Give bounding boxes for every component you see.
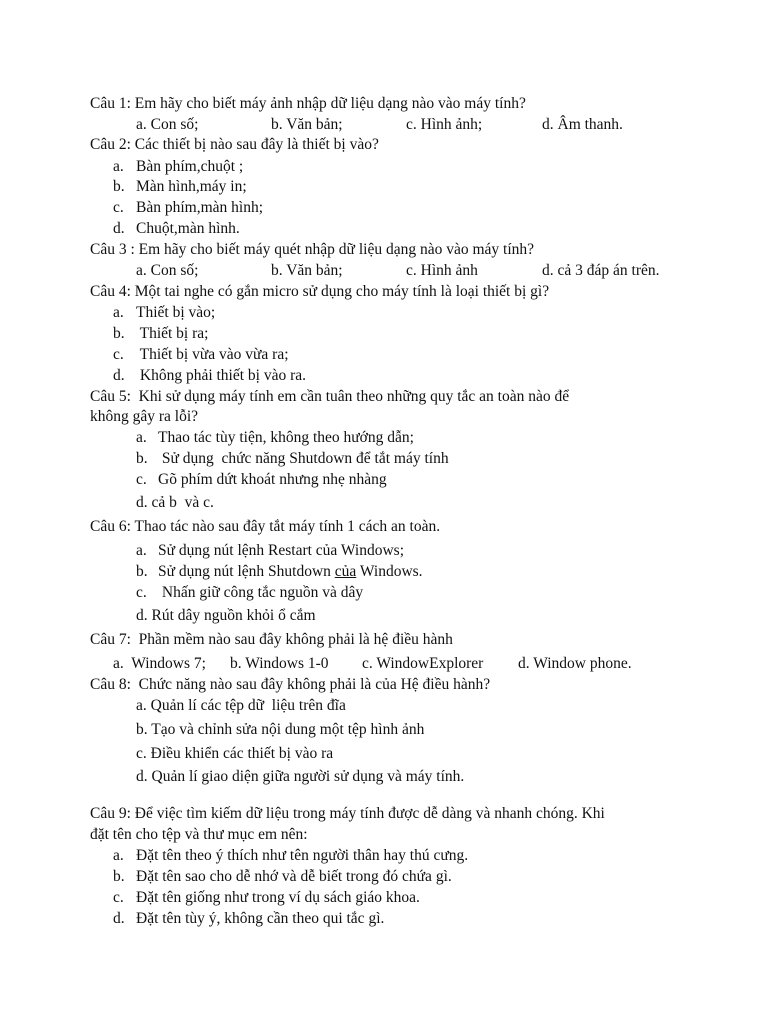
question-5-text-line-2: không gây ra lỗi? <box>90 408 199 425</box>
question-9-option-a-letter: a. <box>113 847 124 864</box>
question-7-option-a: a. Windows 7; <box>113 655 206 672</box>
question-2-option-d-letter: d. <box>113 220 125 237</box>
question-7-option-d: d. Window phone. <box>518 655 632 672</box>
question-2-option-c-text: Bàn phím,màn hình; <box>136 199 264 216</box>
question-6-option-b-post: Windows. <box>356 563 423 580</box>
question-5-option-d: d. cả b và c. <box>136 494 214 511</box>
question-9-option-d-text: Đặt tên tùy ý, không cần theo qui tắc gì. <box>136 910 385 927</box>
question-4-option-a-text: Thiết bị vào; <box>136 304 216 321</box>
question-6-option-d: d. Rút dây nguồn khỏi ổ cắm <box>136 607 316 624</box>
question-1-option-d: d. Âm thanh. <box>542 116 623 133</box>
question-9-option-d-letter: d. <box>113 910 125 927</box>
question-2-text: Câu 2: Các thiết bị nào sau đây là thiết bị vào? <box>90 136 379 153</box>
question-5-option-b-letter: b. <box>136 450 148 467</box>
question-6-option-c-letter: c. <box>136 584 147 601</box>
question-7-option-c: c. WindowExplorer <box>362 655 484 672</box>
question-9-option-a-text: Đặt tên theo ý thích như tên người thân hay thú cưng. <box>136 847 469 864</box>
question-2-option-a-text: Bàn phím,chuột ; <box>136 158 244 175</box>
question-1-option-c: c. Hình ảnh; <box>406 116 483 133</box>
question-1-text: Câu 1: Em hãy cho biết máy ảnh nhập dữ liệu dạng nào vào máy tính? <box>90 95 526 112</box>
question-5-option-c-letter: c. <box>136 471 147 488</box>
question-4-text: Câu 4: Một tai nghe có gắn micro sử dụng cho máy tính là loại thiết bị gì? <box>90 283 550 300</box>
question-6-option-a-text: Sử dụng nút lệnh Restart của Windows; <box>158 542 404 559</box>
question-3-option-a: a. Con số; <box>136 262 199 279</box>
question-2-option-b-text: Màn hình,máy in; <box>136 178 247 195</box>
question-3-option-b: b. Văn bản; <box>271 262 343 279</box>
question-6-text: Câu 6: Thao tác nào sau đây tắt máy tính 1 cách an toàn. <box>90 518 441 535</box>
question-8-option-d: d. Quản lí giao diện giữa người sử dụng và máy tính. <box>136 768 465 785</box>
question-9-text-line-2: đặt tên cho tệp và thư mục em nên: <box>90 826 308 843</box>
question-6-option-b-letter: b. <box>136 563 148 580</box>
question-2-option-c-letter: c. <box>113 199 124 216</box>
question-4-option-d-text: Không phải thiết bị vào ra. <box>136 367 307 384</box>
question-1-option-a: a. Con số; <box>136 116 199 133</box>
question-2-option-b-letter: b. <box>113 178 125 195</box>
question-7-text: Câu 7: Phần mềm nào sau đây không phải là hệ điều hành <box>90 631 453 648</box>
question-9-option-c-text: Đặt tên giống như trong ví dụ sách giáo khoa. <box>136 889 420 906</box>
question-5-option-c-text: Gõ phím dứt khoát nhưng nhẹ nhàng <box>158 471 387 488</box>
question-9-option-c-letter: c. <box>113 889 124 906</box>
question-6-option-a-letter: a. <box>136 542 147 559</box>
question-8-option-b: b. Tạo và chỉnh sửa nội dung một tệp hình ảnh <box>136 721 425 738</box>
question-3-option-c: c. Hình ảnh <box>406 262 478 279</box>
question-8-option-c: c. Điều khiển các thiết bị vào ra <box>136 745 334 762</box>
question-2-option-d-text: Chuột,màn hình. <box>136 220 240 237</box>
question-9-text-line-1: Câu 9: Để việc tìm kiếm dữ liệu trong máy tính được dễ dàng và nhanh chóng. Khi <box>90 805 605 822</box>
question-4-option-b-letter: b. <box>113 325 125 342</box>
question-3-text: Câu 3 : Em hãy cho biết máy quét nhập dữ liệu dạng nào vào máy tính? <box>90 241 535 258</box>
question-8-option-a: a. Quản lí các tệp dữ liệu trên đĩa <box>136 697 346 714</box>
question-7-option-b: b. Windows 1-0 <box>230 655 329 672</box>
question-6-option-b-pre: Sử dụng nút lệnh Shutdown <box>158 563 335 580</box>
question-3-option-d: d. cả 3 đáp án trên. <box>542 262 660 279</box>
question-4-option-c-text: Thiết bị vừa vào vừa ra; <box>136 346 289 363</box>
question-1-option-b: b. Văn bản; <box>271 116 343 133</box>
question-5-option-a-text: Thao tác tùy tiện, không theo hướng dẫn; <box>158 429 414 446</box>
question-5-option-a-letter: a. <box>136 429 147 446</box>
question-5-option-b-text: Sử dụng chức năng Shutdown để tắt máy tính <box>158 450 449 467</box>
question-2-option-a-letter: a. <box>113 158 124 175</box>
question-9-option-b-text: Đặt tên sao cho dễ nhớ và dễ biết trong đó chứa gì. <box>136 868 452 885</box>
question-5-text-line-1: Câu 5: Khi sử dụng máy tính em cần tuân theo những quy tắc an toàn nào để <box>90 388 570 405</box>
question-9-option-b-letter: b. <box>113 868 125 885</box>
question-6-option-c-text: Nhấn giữ công tắc nguồn và dây <box>158 584 364 601</box>
question-6-option-b-text <box>158 562 423 582</box>
question-4-option-a-letter: a. <box>113 304 124 321</box>
question-4-option-d-letter: d. <box>113 367 125 384</box>
question-8-text: Câu 8: Chức năng nào sau đây không phải là của Hệ điều hành? <box>90 676 491 693</box>
question-4-option-c-letter: c. <box>113 346 124 363</box>
question-4-option-b-text: Thiết bị ra; <box>136 325 209 342</box>
question-6-option-b-underlined: của <box>334 563 357 580</box>
